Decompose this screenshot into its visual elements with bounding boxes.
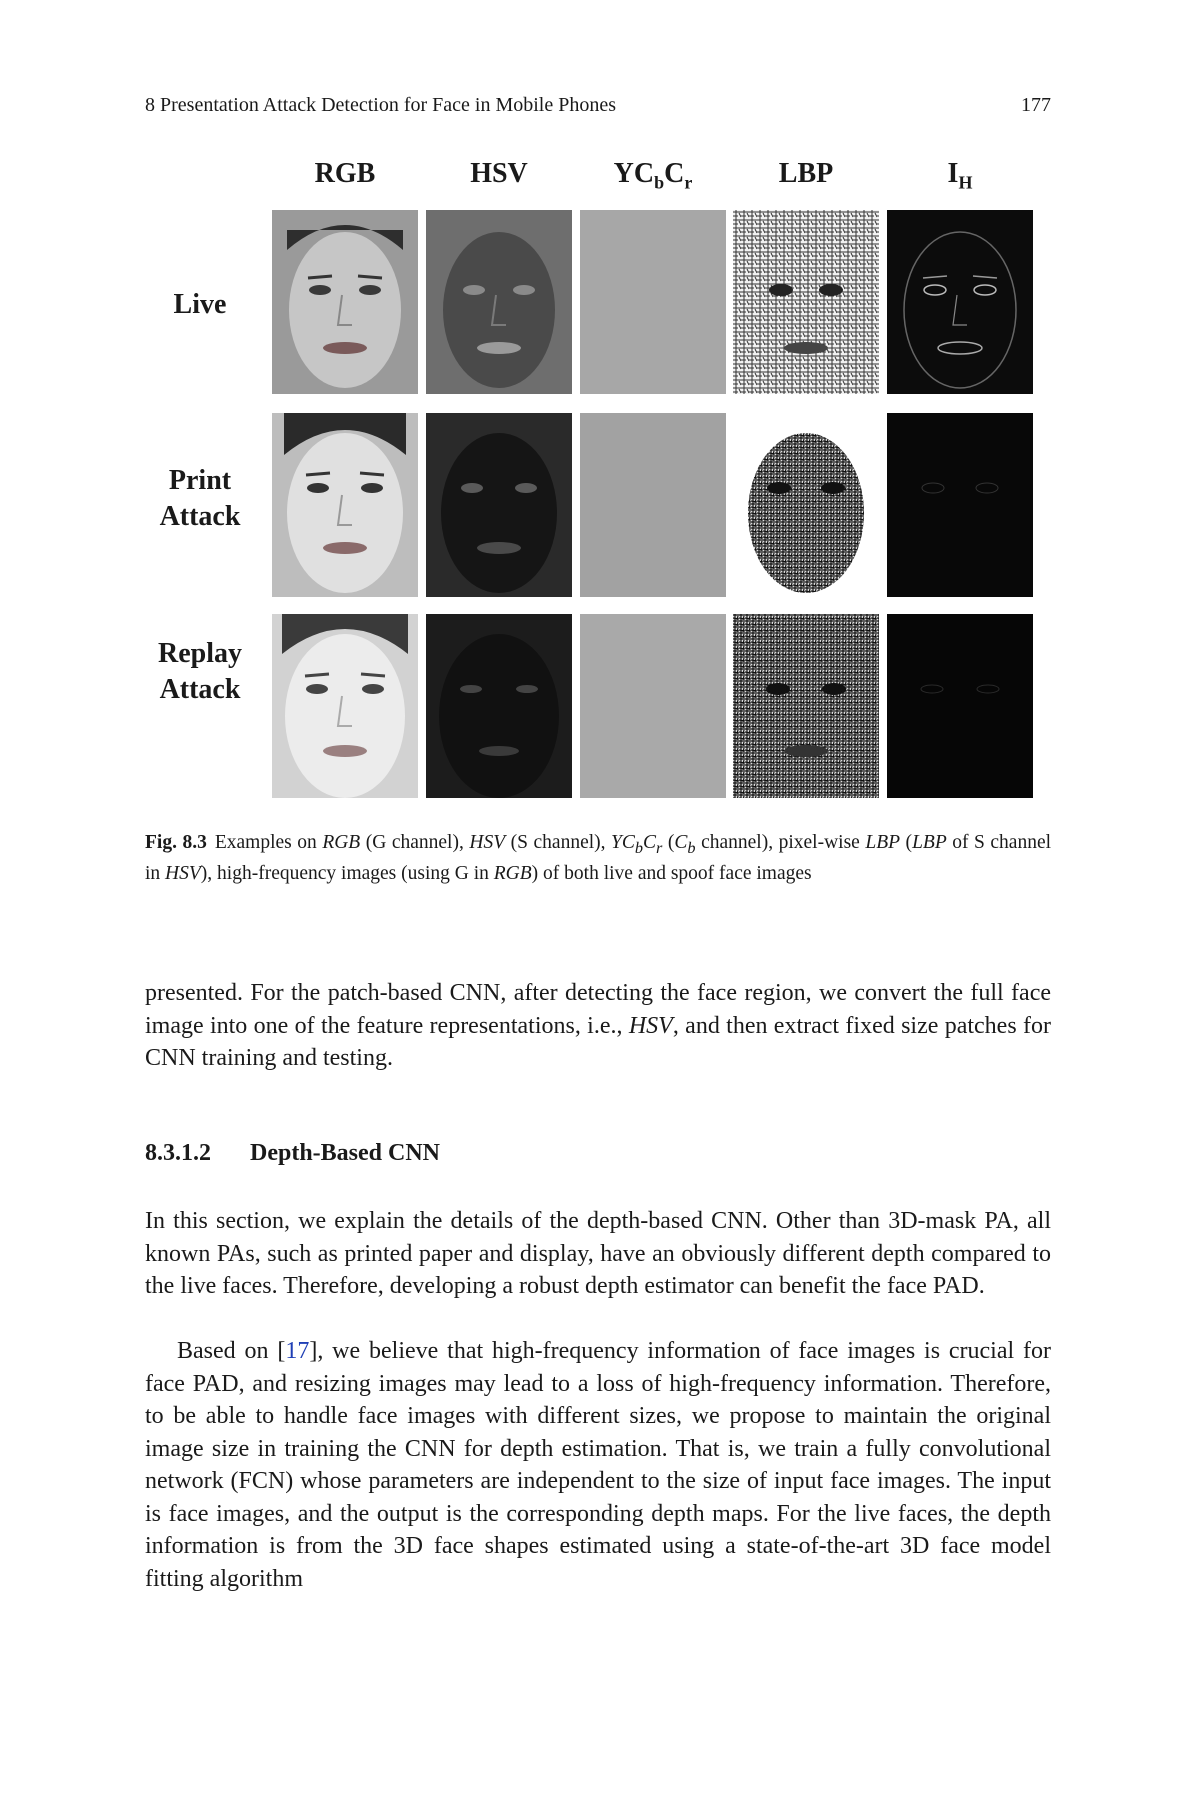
citation-link[interactable]: 17 [285,1338,310,1364]
live-hsv-image [426,210,572,394]
page-number: 177 [1021,94,1051,116]
column-label-ycbcr: $YC_bC_r$ [613,158,693,193]
live-ycbcr-image [580,210,726,394]
replay-attack-high-frequency-image [887,614,1033,798]
row-label-print-attack: Print Attack [159,465,241,532]
figure-label: Fig. 8.3 [145,832,207,853]
replay-attack-rgb-image [272,614,418,798]
section-heading [145,1140,440,1167]
column-label-rgb: RGB [314,158,376,189]
paragraph-patch-based-cnn: presented. For the patch-based CNN, after detecting the face region, we convert the full face image into one of the feature representations, i.e., HSV, and then extract fixed size patches for CNN training and testing. [145,980,1051,1071]
print-attack-high-frequency-image [887,413,1033,597]
section-title: Depth-Based CNN [250,1140,441,1166]
row-label-live: Live [173,289,227,320]
replay-attack-lbp-image [733,614,879,798]
paragraph-depth-details: Based on [17], we believe that high-frequency information of face images is crucial for face PAD, and resizing images may lead to a loss of high-frequency information. Therefore, to be able to handle face images with different sizes, we propose to maintain the original image size in training the CNN for depth estimation. That is, we train a fully convolutional network (FCN) whose parameters are independent to the size of input face images. The input is face images, and the output is the corresponding depth maps. For the live faces, the depth information is from the 3D face shapes estimated using a state-of-the-art 3D face model fitting algorithm [145,1338,1051,1592]
paragraph-depth-intro: In this section, we explain the details of the depth-based CNN. Other than 3D-mask PA, all known PAs, such as printed paper and display, have an obviously different depth compared to the live faces. Therefore, developing a robust depth estimator can benefit the face PAD. [145,1208,1051,1299]
replay-attack-ycbcr-image [580,614,726,798]
print-attack-hsv-image [426,413,572,597]
figure-caption: Fig. 8.3 Examples on RGB (G channel), HSV (S channel), $YC_bC_r$ ($C_b$ channel), pixel-wise LBP (LBP of S channel in HSV), high-frequency images (using G in RGB) of both live and spoof face images [145,832,1052,884]
column-label-hsv: HSV [470,158,528,189]
live-lbp-image [733,210,879,394]
live-rgb-image [272,210,418,394]
print-attack-ycbcr-image [580,413,726,597]
running-title: 8 Presentation Attack Detection for Face in Mobile Phones [145,94,617,116]
print-attack-lbp-image [733,413,879,597]
row-label-replay-attack: Replay Attack [158,638,242,705]
column-label-ih: $I_H$ [947,158,973,193]
section-number: 8.3.1.2 [145,1140,211,1166]
column-label-lbp: LBP [778,158,834,189]
live-high-frequency-image [887,210,1033,394]
print-attack-rgb-image [272,413,418,597]
replay-attack-hsv-image [426,614,572,798]
